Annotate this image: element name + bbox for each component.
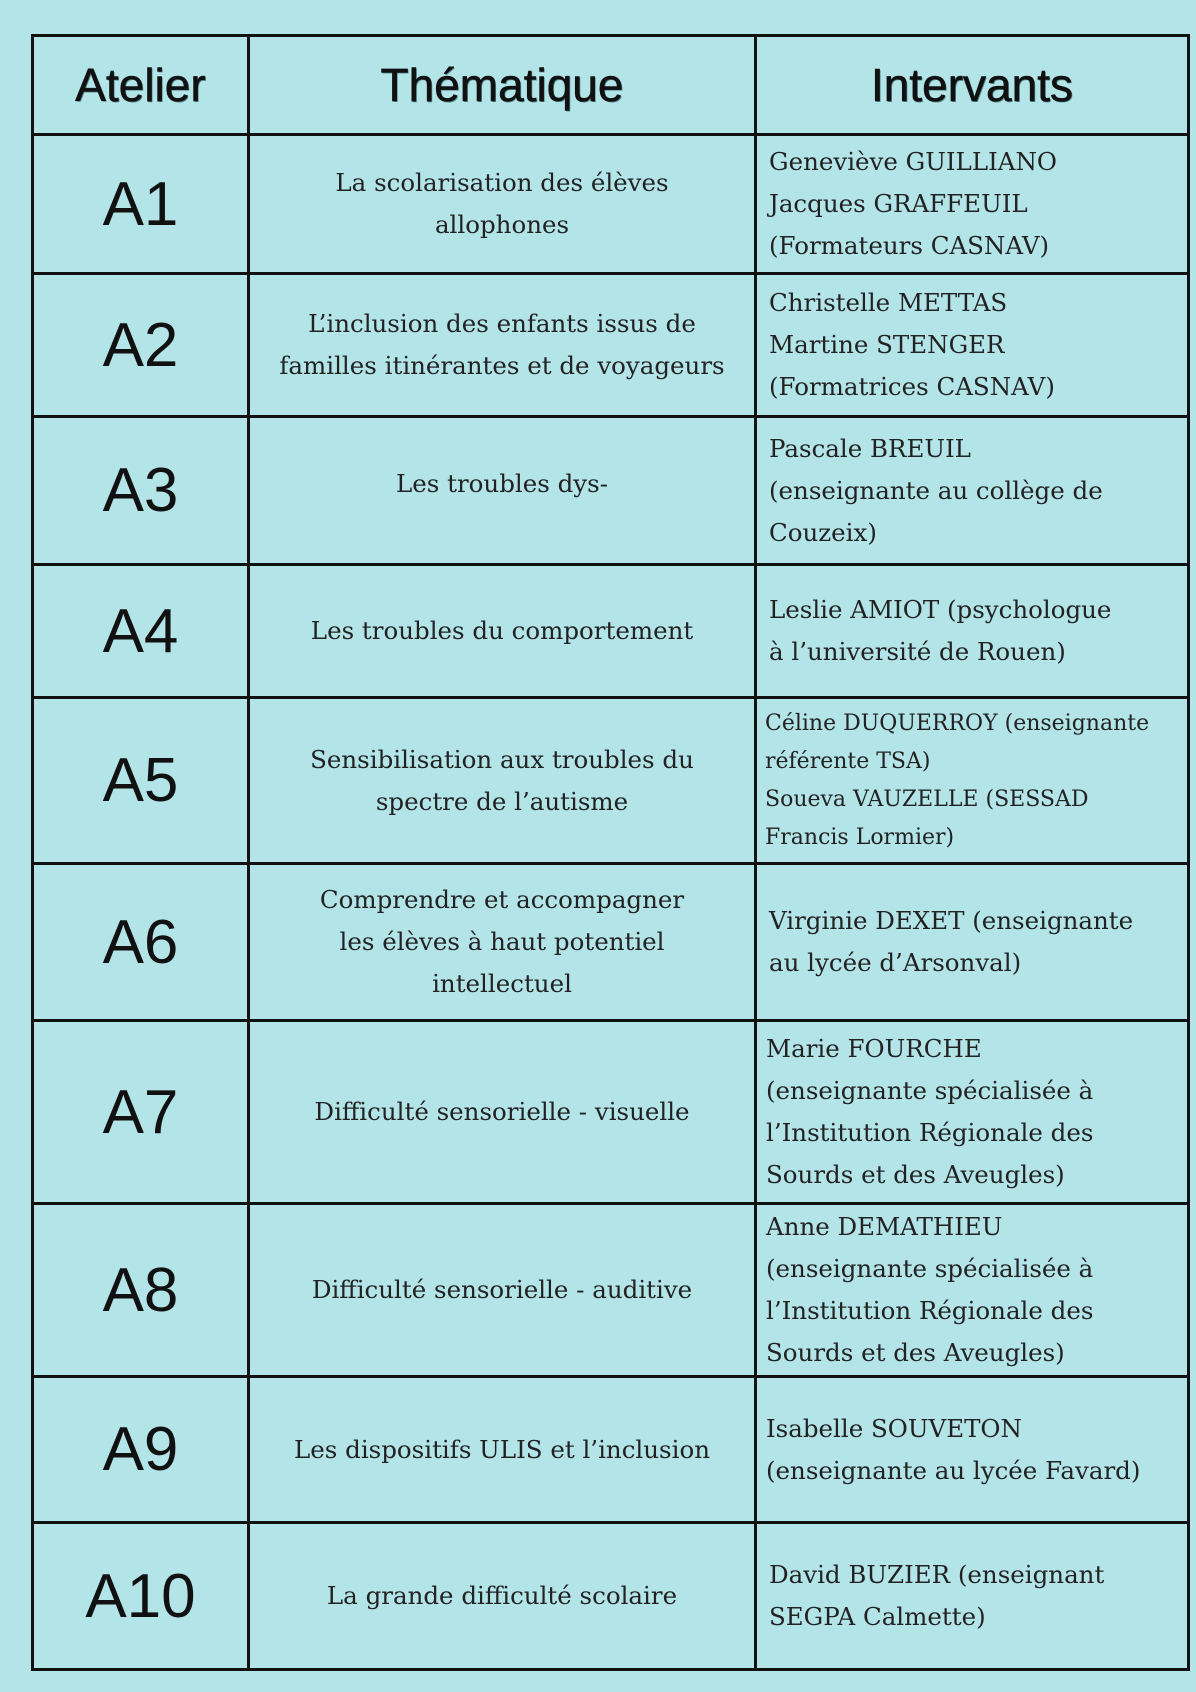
header-thematique: Thématique — [249, 36, 756, 135]
table-row — [33, 698, 1189, 864]
table-row — [33, 274, 1189, 417]
row-speakers — [756, 565, 1189, 698]
theme-text: Difficulté sensorielle - visuelle — [314, 1097, 690, 1126]
row-code: A9 — [33, 1377, 249, 1523]
row-speakers — [756, 135, 1189, 274]
table-row — [33, 1377, 1189, 1523]
table-row — [33, 565, 1189, 698]
row-theme — [249, 864, 756, 1021]
speaker-line: (Formateurs CASNAV) — [769, 231, 1050, 260]
table-row — [33, 1021, 1189, 1204]
speaker-line: (enseignante spécialisée à — [766, 1076, 1094, 1105]
speaker-line: Martine STENGER — [769, 330, 1005, 359]
speaker-line: (enseignante spécialisée à — [766, 1254, 1094, 1283]
row-code: A7 — [33, 1021, 249, 1204]
table-header-row — [33, 36, 1189, 135]
speaker-line: l’Institution Régionale des — [766, 1118, 1094, 1147]
row-speakers — [756, 1523, 1189, 1670]
table-row — [33, 864, 1189, 1021]
row-theme — [249, 565, 756, 698]
row-speakers — [756, 698, 1189, 864]
row-speakers — [756, 1204, 1189, 1377]
speaker-line: Jacques GRAFFEUIL — [769, 189, 1028, 218]
row-speakers — [756, 864, 1189, 1021]
theme-text: Comprendre et accompagner les élèves à haut potentiel intellectuel — [319, 885, 685, 998]
table-row — [33, 135, 1189, 274]
theme-text: Sensibilisation aux troubles du spectre de l’autisme — [310, 744, 694, 816]
row-code: A10 — [33, 1523, 249, 1670]
row-code: A8 — [33, 1204, 249, 1377]
speaker-line: Sourds et des Aveugles) — [766, 1338, 1065, 1367]
row-code: A3 — [33, 417, 249, 565]
row-code: A6 — [33, 864, 249, 1021]
theme-text: Difficulté sensorielle - auditive — [311, 1275, 693, 1304]
theme-text: La grande difficulté scolaire — [326, 1581, 678, 1610]
row-speakers — [756, 1377, 1189, 1523]
row-theme — [249, 135, 756, 274]
speaker-line: référente TSA) — [765, 748, 931, 774]
speaker-line: l’Institution Régionale des — [766, 1296, 1094, 1325]
row-theme — [249, 417, 756, 565]
speaker-line: Geneviève GUILLIANO — [769, 147, 1057, 176]
speaker-line: Christelle METTAS — [769, 288, 1008, 317]
speaker-line: Francis Lormier) — [765, 824, 955, 850]
speaker-line: à l’université de Rouen) — [769, 637, 1066, 666]
speaker-line: SEGPA Calmette) — [769, 1602, 986, 1631]
row-speakers — [756, 274, 1189, 417]
speaker-line: Anne DEMATHIEU — [766, 1212, 1003, 1241]
table-row — [33, 417, 1189, 565]
speaker-line: Couzeix) — [769, 517, 877, 547]
speaker-line: Leslie AMIOT (psychologue — [769, 595, 1112, 624]
table-row — [33, 1204, 1189, 1377]
header-intervenants: Intervants — [756, 36, 1189, 135]
row-code: A1 — [33, 135, 249, 274]
speaker-line: Soueva VAUZELLE (SESSAD — [765, 786, 1089, 812]
speaker-line: Céline DUQUERROY (enseignante — [765, 710, 1150, 736]
speaker-line: Virginie DEXET (enseignante — [769, 906, 1134, 935]
theme-text: Les troubles dys- — [396, 468, 608, 498]
speaker-line: Isabelle SOUVETON — [766, 1413, 1022, 1443]
row-speakers — [756, 417, 1189, 565]
theme-text: Les troubles du comportement — [310, 616, 694, 645]
speaker-line: (Formatrices CASNAV) — [769, 372, 1055, 401]
row-theme — [249, 1377, 756, 1523]
speaker-line: Pascale BREUIL — [769, 433, 971, 463]
speaker-line: (enseignante au lycée Favard) — [766, 1455, 1141, 1485]
speaker-line: (enseignante au collège de — [769, 475, 1103, 505]
theme-text: Les dispositifs ULIS et l’inclusion — [294, 1434, 710, 1464]
speaker-line: au lycée d’Arsonval) — [769, 948, 1022, 977]
speaker-line: Marie FOURCHE — [766, 1034, 982, 1063]
speaker-line: David BUZIER (enseignant — [769, 1560, 1105, 1589]
row-code: A4 — [33, 565, 249, 698]
row-code: A2 — [33, 274, 249, 417]
header-atelier: Atelier — [33, 36, 249, 135]
row-theme — [249, 1021, 756, 1204]
row-speakers — [756, 1021, 1189, 1204]
row-theme — [249, 698, 756, 864]
workshop-table — [31, 34, 1190, 1671]
table-row — [33, 1523, 1189, 1670]
theme-text: L’inclusion des enfants issus de familles itinérantes et de voyageurs — [279, 309, 725, 380]
row-theme — [249, 1523, 756, 1670]
row-theme — [249, 274, 756, 417]
theme-text: La scolarisation des élèves allophones — [335, 168, 669, 239]
row-theme — [249, 1204, 756, 1377]
row-code: A5 — [33, 698, 249, 864]
speaker-line: Sourds et des Aveugles) — [766, 1160, 1065, 1189]
